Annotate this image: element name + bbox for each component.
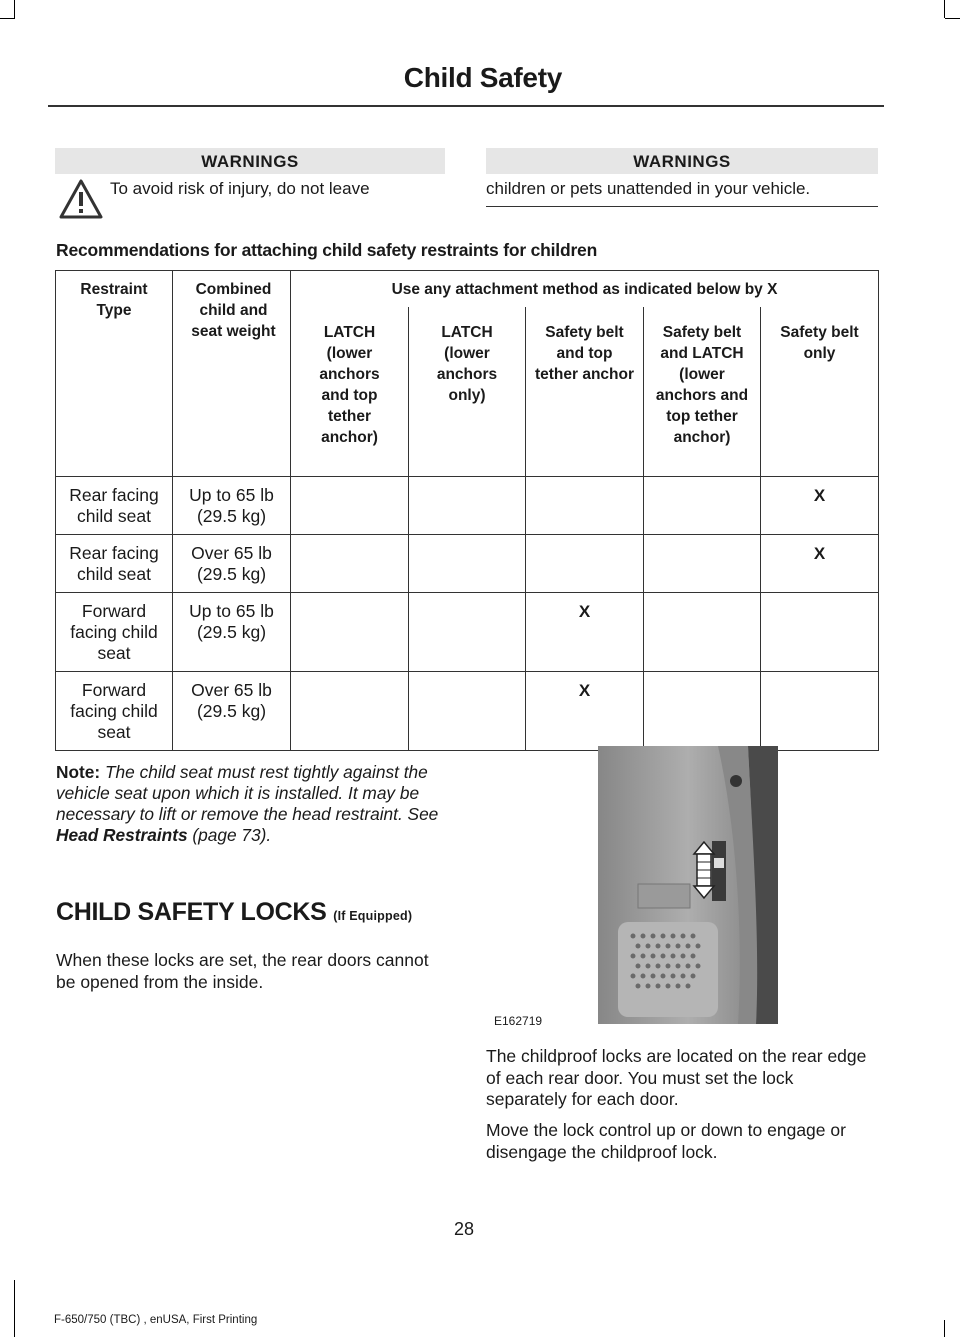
note-page-ref: (page 73). [192, 825, 272, 845]
cell-mark [644, 477, 761, 535]
table-row [56, 535, 879, 593]
locks-qualifier: (If Equipped) [333, 909, 413, 923]
cell-mark [409, 593, 526, 672]
table-row [56, 672, 879, 751]
note-label: Note: [56, 762, 101, 782]
cell-mark [761, 593, 879, 672]
header-method: Safety belt only [761, 307, 879, 477]
crop-mark [944, 1320, 945, 1337]
right-paragraph: Move the lock control up or down to engage or disengage the childproof lock. [486, 1120, 846, 1162]
cell-mark: X [761, 535, 879, 593]
warnings-heading-right: WARNINGS [486, 148, 878, 174]
header-method: Safety belt and top tether anchor [526, 307, 644, 477]
crop-mark [14, 0, 15, 18]
table-row [56, 593, 879, 672]
note-text: The child seat must rest tightly against the vehicle seat upon which it is installed. It may be necessary to lift or remove the head restraint. See [56, 762, 439, 824]
header-divider [48, 105, 884, 107]
cell-weight: Over 65 lb (29.5 kg) [173, 672, 291, 751]
crop-mark [945, 18, 960, 19]
cell-mark: X [526, 593, 644, 672]
cell-mark [761, 672, 879, 751]
cell-mark [526, 477, 644, 535]
cell-mark [526, 535, 644, 593]
table-row [56, 477, 879, 535]
cell-restraint-type: Rear facing child seat [56, 477, 173, 535]
cell-restraint-type: Rear facing child seat [56, 535, 173, 593]
crop-mark [14, 1280, 15, 1337]
cell-mark: X [761, 477, 879, 535]
warning-triangle-icon [58, 177, 104, 221]
cell-weight: Up to 65 lb (29.5 kg) [173, 477, 291, 535]
header-combined-weight: Combined child and seat weight [173, 271, 291, 477]
cell-weight: Up to 65 lb (29.5 kg) [173, 593, 291, 672]
cell-mark [291, 672, 409, 751]
cell-restraint-type: Forward facing child seat [56, 593, 173, 672]
cell-mark [409, 535, 526, 593]
restraint-table [55, 270, 879, 751]
cell-mark [291, 477, 409, 535]
locks-body-text: When these locks are set, the rear doors cannot be opened from the inside. [56, 950, 429, 992]
cell-mark [409, 477, 526, 535]
cell-mark: X [526, 672, 644, 751]
note-paragraph [56, 762, 446, 846]
locks-title-text: CHILD SAFETY LOCKS [56, 898, 327, 926]
crop-mark [944, 0, 945, 18]
cell-mark [644, 535, 761, 593]
cell-weight: Over 65 lb (29.5 kg) [173, 535, 291, 593]
section-title: Recommendations for attaching child safety restraints for children [56, 240, 598, 260]
cell-mark [409, 672, 526, 751]
cell-restraint-type: Forward facing child seat [56, 672, 173, 751]
right-paragraph: The childproof locks are located on the rear edge of each rear door. You must set the lock separately for each door. [486, 1046, 867, 1109]
page-number: 28 [453, 1219, 475, 1239]
head-restraints-link[interactable]: Head Restraints [56, 825, 188, 845]
cell-mark [644, 672, 761, 751]
header-method: LATCH (lower anchors only) [409, 307, 526, 477]
up-down-arrow-icon [694, 842, 714, 898]
page-title: Child Safety [403, 62, 562, 93]
figure-code: E162719 [494, 1014, 543, 1028]
warning-text-right: children or pets unattended in your vehicle. [486, 179, 811, 198]
header-method: LATCH (lower anchors and top tether anchor) [291, 307, 409, 477]
header-method: Safety belt and LATCH (lower anchors and top tether anchor) [644, 307, 761, 477]
warnings-heading-left: WARNINGS [55, 148, 445, 174]
cell-mark [291, 593, 409, 672]
warning-divider [486, 206, 878, 207]
door-lock-illustration [598, 746, 778, 1024]
header-restraint-type: Restraint Type [56, 271, 173, 477]
page-footer: F-650/750 (TBC) , enUSA, First Printing [54, 1314, 258, 1326]
child-safety-locks-heading [56, 898, 412, 927]
cell-mark [644, 593, 761, 672]
crop-mark [0, 18, 15, 19]
header-attachment-group: Use any attachment method as indicated below by X [291, 271, 879, 307]
cell-mark [291, 535, 409, 593]
warning-text-left: To avoid risk of injury, do not leave [110, 179, 370, 198]
